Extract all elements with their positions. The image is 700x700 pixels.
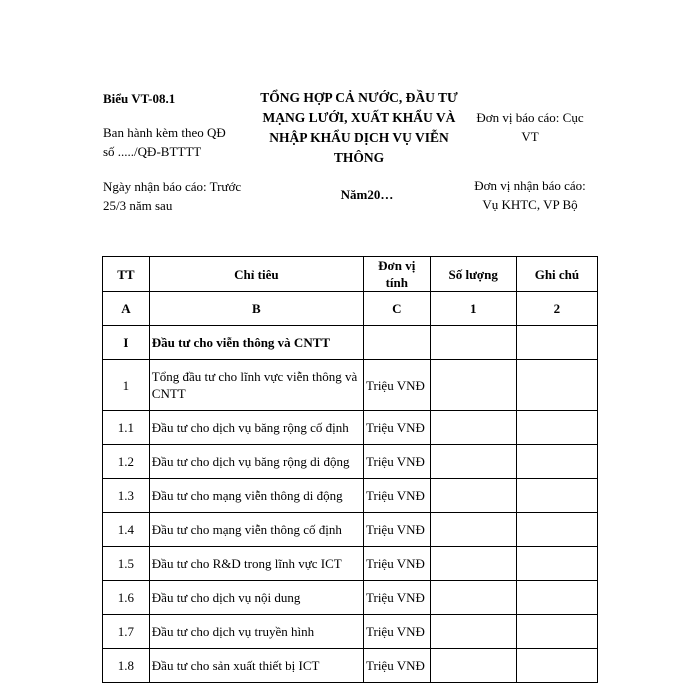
header-quantity: Số lượng <box>430 257 516 292</box>
section-unit-cell <box>364 326 431 360</box>
row-note <box>516 513 597 547</box>
row-quantity <box>430 513 516 547</box>
report-unit-line-1: Đơn vị báo cáo: Cục <box>476 110 584 125</box>
decree-line-2: số ...../QĐ-BTTTT <box>103 144 202 159</box>
row-quantity <box>430 445 516 479</box>
row-number: 1.8 <box>103 649 150 683</box>
row-number: 1 <box>103 360 150 411</box>
code-b: B <box>149 292 363 326</box>
row-indicator: Đầu tư cho mạng viễn thông cố định <box>149 513 363 547</box>
row-indicator: Tổng đầu tư cho lĩnh vực viễn thông và CNTT <box>149 360 363 411</box>
report-unit <box>468 108 592 146</box>
row-quantity <box>430 649 516 683</box>
report-unit-line-2: VT <box>521 129 539 144</box>
row-number: 1.1 <box>103 411 150 445</box>
title-line-4: THÔNG <box>333 150 385 165</box>
row-number: 1.2 <box>103 445 150 479</box>
row-number: 1.3 <box>103 479 150 513</box>
row-unit: Triệu VNĐ <box>364 479 431 513</box>
header-indicator: Chỉ tiêu <box>149 257 363 292</box>
row-quantity <box>430 547 516 581</box>
decree-line-1: Ban hành kèm theo QĐ <box>103 125 226 140</box>
table-row <box>103 547 598 581</box>
receive-unit-line-1: Đơn vị nhận báo cáo: <box>474 178 586 193</box>
row-indicator: Đầu tư cho dịch vụ băng rộng di động <box>149 445 363 479</box>
row-number: 1.6 <box>103 581 150 615</box>
row-unit: Triệu VNĐ <box>364 513 431 547</box>
table-row <box>103 581 598 615</box>
title-line-1: TỔNG HỢP CẢ NƯỚC, ĐẦU TƯ <box>260 90 458 105</box>
section-qty-cell <box>430 326 516 360</box>
decree-reference <box>103 123 243 161</box>
receive-unit <box>462 176 598 214</box>
table-header-row <box>103 257 598 292</box>
report-date-line-1: Ngày nhận báo cáo: Trước <box>103 179 242 194</box>
header-unit: Đơn vị tính <box>364 257 431 292</box>
investment-table <box>102 256 598 683</box>
row-indicator: Đầu tư cho dịch vụ truyền hình <box>149 615 363 649</box>
row-number: 1.4 <box>103 513 150 547</box>
row-unit: Triệu VNĐ <box>364 649 431 683</box>
title-line-2: MẠNG LƯỚI, XUẤT KHẨU VÀ <box>262 110 456 125</box>
header-tt: TT <box>103 257 150 292</box>
code-a: A <box>103 292 150 326</box>
report-date-line-2: 25/3 năm sau <box>103 198 173 213</box>
table-row <box>103 445 598 479</box>
form-id: Biểu VT-08.1 <box>103 91 176 106</box>
section-label: Đầu tư cho viễn thông và CNTT <box>149 326 363 360</box>
row-unit: Triệu VNĐ <box>364 615 431 649</box>
table-row <box>103 513 598 547</box>
row-note <box>516 445 597 479</box>
row-indicator: Đầu tư cho dịch vụ nội dung <box>149 581 363 615</box>
report-date <box>103 177 263 215</box>
row-note <box>516 649 597 683</box>
code-1: 1 <box>430 292 516 326</box>
document-title <box>246 88 472 168</box>
row-indicator: Đầu tư cho sản xuất thiết bị ICT <box>149 649 363 683</box>
code-c: C <box>364 292 431 326</box>
column-code-row <box>103 292 598 326</box>
row-unit: Triệu VNĐ <box>364 547 431 581</box>
title-line-3: NHẬP KHẨU DỊCH VỤ VIỄN <box>269 130 449 145</box>
row-indicator: Đầu tư cho R&D trong lĩnh vực ICT <box>149 547 363 581</box>
row-indicator: Đầu tư cho mạng viễn thông di động <box>149 479 363 513</box>
receive-unit-line-2: Vụ KHTC, VP Bộ <box>482 197 578 212</box>
row-unit: Triệu VNĐ <box>364 445 431 479</box>
row-note <box>516 615 597 649</box>
row-quantity <box>430 360 516 411</box>
row-unit: Triệu VNĐ <box>364 360 431 411</box>
row-unit: Triệu VNĐ <box>364 411 431 445</box>
row-note <box>516 479 597 513</box>
table-row <box>103 615 598 649</box>
row-note <box>516 411 597 445</box>
row-quantity <box>430 581 516 615</box>
table-row <box>103 479 598 513</box>
row-number: 1.5 <box>103 547 150 581</box>
table-row <box>103 360 598 411</box>
code-2: 2 <box>516 292 597 326</box>
header-note: Ghi chú <box>516 257 597 292</box>
row-quantity <box>430 615 516 649</box>
section-number: I <box>103 326 150 360</box>
report-year: Năm20… <box>340 187 394 202</box>
row-quantity <box>430 411 516 445</box>
row-note <box>516 547 597 581</box>
row-note <box>516 581 597 615</box>
table-row <box>103 411 598 445</box>
row-note <box>516 360 597 411</box>
section-row <box>103 326 598 360</box>
section-note-cell <box>516 326 597 360</box>
row-indicator: Đầu tư cho dịch vụ băng rộng cố định <box>149 411 363 445</box>
row-number: 1.7 <box>103 615 150 649</box>
row-quantity <box>430 479 516 513</box>
row-unit: Triệu VNĐ <box>364 581 431 615</box>
table-row <box>103 649 598 683</box>
